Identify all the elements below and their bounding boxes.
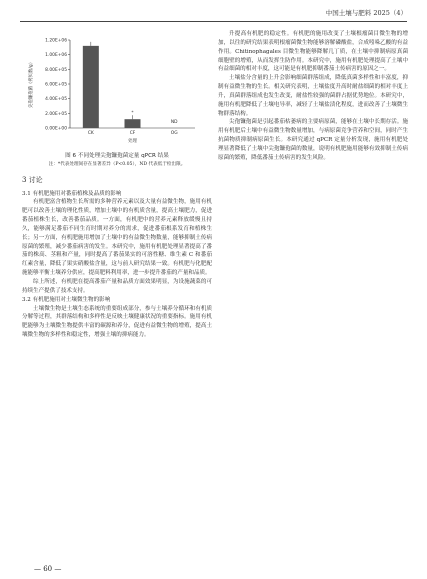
running-header: 中国土壤与肥料 2025（4） <box>325 9 407 17</box>
y-tick-label: 1.20E+06 <box>45 38 67 44</box>
subsection-heading-3-2: 3.2 有机肥施用对土壤微生物的影响 <box>22 296 111 303</box>
x-tick-label: CF <box>129 131 136 136</box>
right-paragraph-3: 尖孢镰孢菌是引起番茄枯萎病的主要病原菌，能够在土壤中长期存活。施用有机肥后土壤中有益微生物数量增加，与病原菌竞争营养和空间，同时产生抗菌物质抑制病原菌生长。本研究通过 qPCR 定量分析发现，施用有机肥处理显著降低了土壤中尖孢镰孢菌的数量，说明有机肥施用能够有效抑制土传病原菌的繁殖，降低番茄土传病害的发生风险。 <box>218 119 408 161</box>
bar-annotation: * <box>131 111 134 117</box>
y-tick-label: 1.00E+06 <box>45 53 67 59</box>
subsection-heading-3-1: 3.1 有机肥施用对番茄植株及品质的影响 <box>22 190 122 197</box>
left-paragraph-3: 土壤微生物是土壤生态系统的重要组成部分，参与土壤养分循环和有机质分解等过程，其群落结构和多样性是反映土壤健康状况的重要指标。施用有机肥能够为土壤微生物提供丰富的碳源和养分，促进有益微生物的增殖，提高土壤微生物的多样性和稳定性，增强土壤的抑病能力。 <box>22 305 212 339</box>
y-tick-label: 2.00E+05 <box>45 111 67 117</box>
y-axis-label: 尖孢镰孢菌（拷贝数/g） <box>29 59 34 109</box>
bar-cf <box>125 119 141 128</box>
x-tick-label: CK <box>87 131 94 136</box>
right-paragraph-1: 升提高有机肥的稳定性。有机肥的施用改变了土壤根瘤菌目微生物的增加，以往的研究结果表明根瘤菌微生物能够溶解磷酸盐，合成吲哚乙酸的有益作用。Chitinophagales 目微生物能够降解几丁质，在土壤中抑制病原真菌细胞壁的增殖，从而发挥生防作用。本研究中，施用有机肥处理提高了土壤中有益细菌的相对丰度，这可能是有机肥抑制番茄土传病害的原因之一。 <box>218 31 408 73</box>
right-column <box>218 30 408 163</box>
x-axis-label: 处理 <box>128 139 137 144</box>
y-tick-label: 6.00E+05 <box>45 82 67 88</box>
section-heading: 3 讨论 <box>22 175 43 184</box>
figure-caption: 图 6 不同处理尖孢镰孢菌定量 qPCR 结果 <box>65 153 169 159</box>
x-tick-label: OG <box>170 131 178 136</box>
page-number: — 60 — <box>34 565 62 573</box>
header-rule <box>20 21 407 22</box>
bar-annotation: ND <box>170 120 178 125</box>
left-paragraph-2: 综上所述，有机肥在提高番茄产量和品质方面效果明显，为设施蔬菜的可持续生产提供了技术支持。 <box>22 278 212 294</box>
qpcr-bar-chart <box>22 30 212 150</box>
left-paragraph-1: 有机肥富含植物生长所需的多种营养元素以及大量有益微生物，施用有机肥可以改善土壤的理化性质，增加土壤中的有机质含量，提高土壤肥力，促进番茄植株生长，改善番茄品质。一方面，有机肥中的营养元素释放缓慢且持久，能够满足番茄不同生育时期对养分的需求，促进番茄根系发育和植株生长；另一方面，有机肥施用增加了土壤中的有益微生物数量，能够抑制土传病原菌的繁殖，减少番茄病害的发生。本研究中，施用有机肥处理显著提高了番茄的株高、茎粗和产量，同时提高了番茄果实的可溶性糖、维生素 C 和番茄红素含量，降低了果实硝酸盐含量，这与前人研究结果一致。有机肥与化肥配施能够平衡土壤养分供应，提高肥料利用率，进一步提升番茄的产量和品质。 <box>22 199 212 277</box>
y-tick-label: 0.00E+00 <box>45 126 67 132</box>
right-paragraph-2: 土壤盐分含量的上升会影响细菌群落组成，降低真菌多样性和丰富度，抑制有益微生物的生长。相关研究表明，土壤盐度升高时耐盐细菌的相对丰度上升，真菌群落组成也发生改变，耐盐性较强的菌群占据优势地位。本研究中，施用有机肥降低了土壤电导率，减轻了土壤盐渍化程度，进而改善了土壤微生物群落结构。 <box>218 75 408 117</box>
y-tick-label: 4.00E+05 <box>45 97 67 103</box>
y-tick-label: 8.00E+05 <box>45 67 67 73</box>
left-column <box>22 30 212 340</box>
bar-ck <box>83 46 99 128</box>
figure-note: 注：*代表处理间存在显著差异（P<0.05），ND 代表低于检出限。 <box>48 161 186 167</box>
